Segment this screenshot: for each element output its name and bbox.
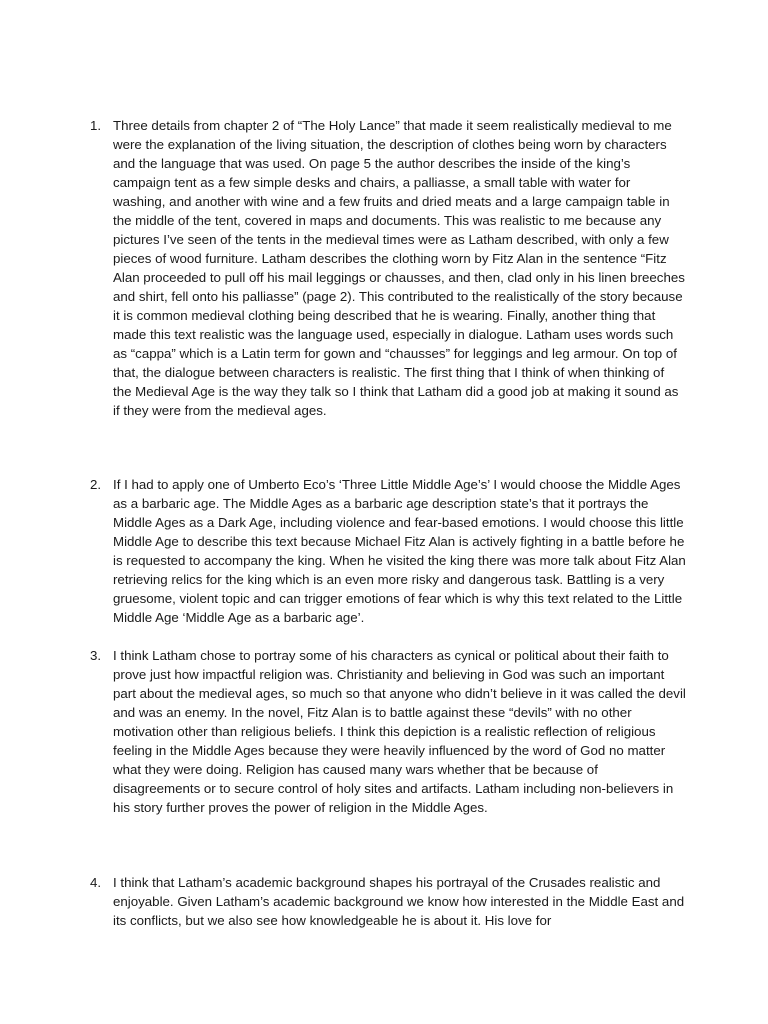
list-item-text: Three details from chapter 2 of “The Holy Lance” that made it seem realistically medieval to me were the explanation of the living situation, the description of clothes being worn by characters and the language that was used. On page 5 the author describes the inside of the king’s campaign tent as a few simple desks and chairs, a palliasse, a small table with water for washing, and another with wine and a few fruits and dried meats and a large campaign table in the middle of the tent, covered in maps and documents. This was realistic to me because any pictures I’ve seen of the tents in the medieval times were as Latham described, with only a few pieces of wood furniture. Latham describes the clothing worn by Fitz Alan in the sentence “Fitz Alan proceeded to pull off his mail leggings or chausses, and then, clad only in his linen breeches and shirt, fell onto his palliasse” (page 2). This contributed to the realistically of the story because it is common medieval clothing being described that he is wearing. Finally, another thing that made this text realistic was the language used, especially in dialogue. Latham uses words such as “cappa” which is a Latin term for gown and “chausses” for leggings and leg armour. On top of that, the dialogue between characters is realistic. The first thing that I think of when thinking of the Medieval Age is the way they talk so I think that Latham did a good job at making it sound as if they were from the medieval ages. [113, 118, 685, 418]
list-item-text: If I had to apply one of Umberto Eco’s ‘Three Little Middle Age’s’ I would choose the Middle Ages as a barbaric age. The Middle Ages as a barbaric age description state’s that it portrays the Middle Ages as a Dark Age, including violence and fear-based emotions. I would choose this little Middle Age to describe this text because Michael Fitz Alan is actively fighting in a battle before he is requested to accompany the king. When he visited the king there was more talk about Fitz Alan retrieving relics for the king which is an even more risky and dangerous task. Battling is a very gruesome, violent topic and can trigger emotions of fear which is why this text related to the Little Middle Age ‘Middle Age as a barbaric age’. [113, 477, 686, 625]
list-item [90, 646, 686, 817]
list-item [90, 873, 686, 930]
list-item-text: I think that Latham’s academic background shapes his portrayal of the Crusades realistic and enjoyable. Given Latham’s academic background we know how interested in the Middle East and its conflicts, but we also see how knowledgeable he is about it. His love for [113, 875, 685, 928]
list-item [90, 475, 686, 627]
list-item-number: 1. [90, 118, 102, 133]
list-item-number: 2. [90, 477, 102, 492]
list-item-number: 3. [90, 648, 102, 663]
list-item-text: I think Latham chose to portray some of his characters as cynical or political about their faith to prove just how impactful religion was. Christianity and believing in God was such an important part about the medieval ages, so much so that anyone who didn’t believe in it was called the devil and was an enemy. In the novel, Fitz Alan is to battle against these “devils” with no other motivation other than religious beliefs. I think this depiction is a realistic reflection of religious feeling in the Middle Ages because they were heavily influenced by the word of God no matter what they were doing. Religion has caused many wars whether that be because of disagreements or to secure control of holy sites and artifacts. Latham including non-believers in his story further proves the power of religion in the Middle Ages. [113, 648, 686, 815]
list-item [90, 116, 686, 420]
list-item-number: 4. [90, 875, 102, 890]
